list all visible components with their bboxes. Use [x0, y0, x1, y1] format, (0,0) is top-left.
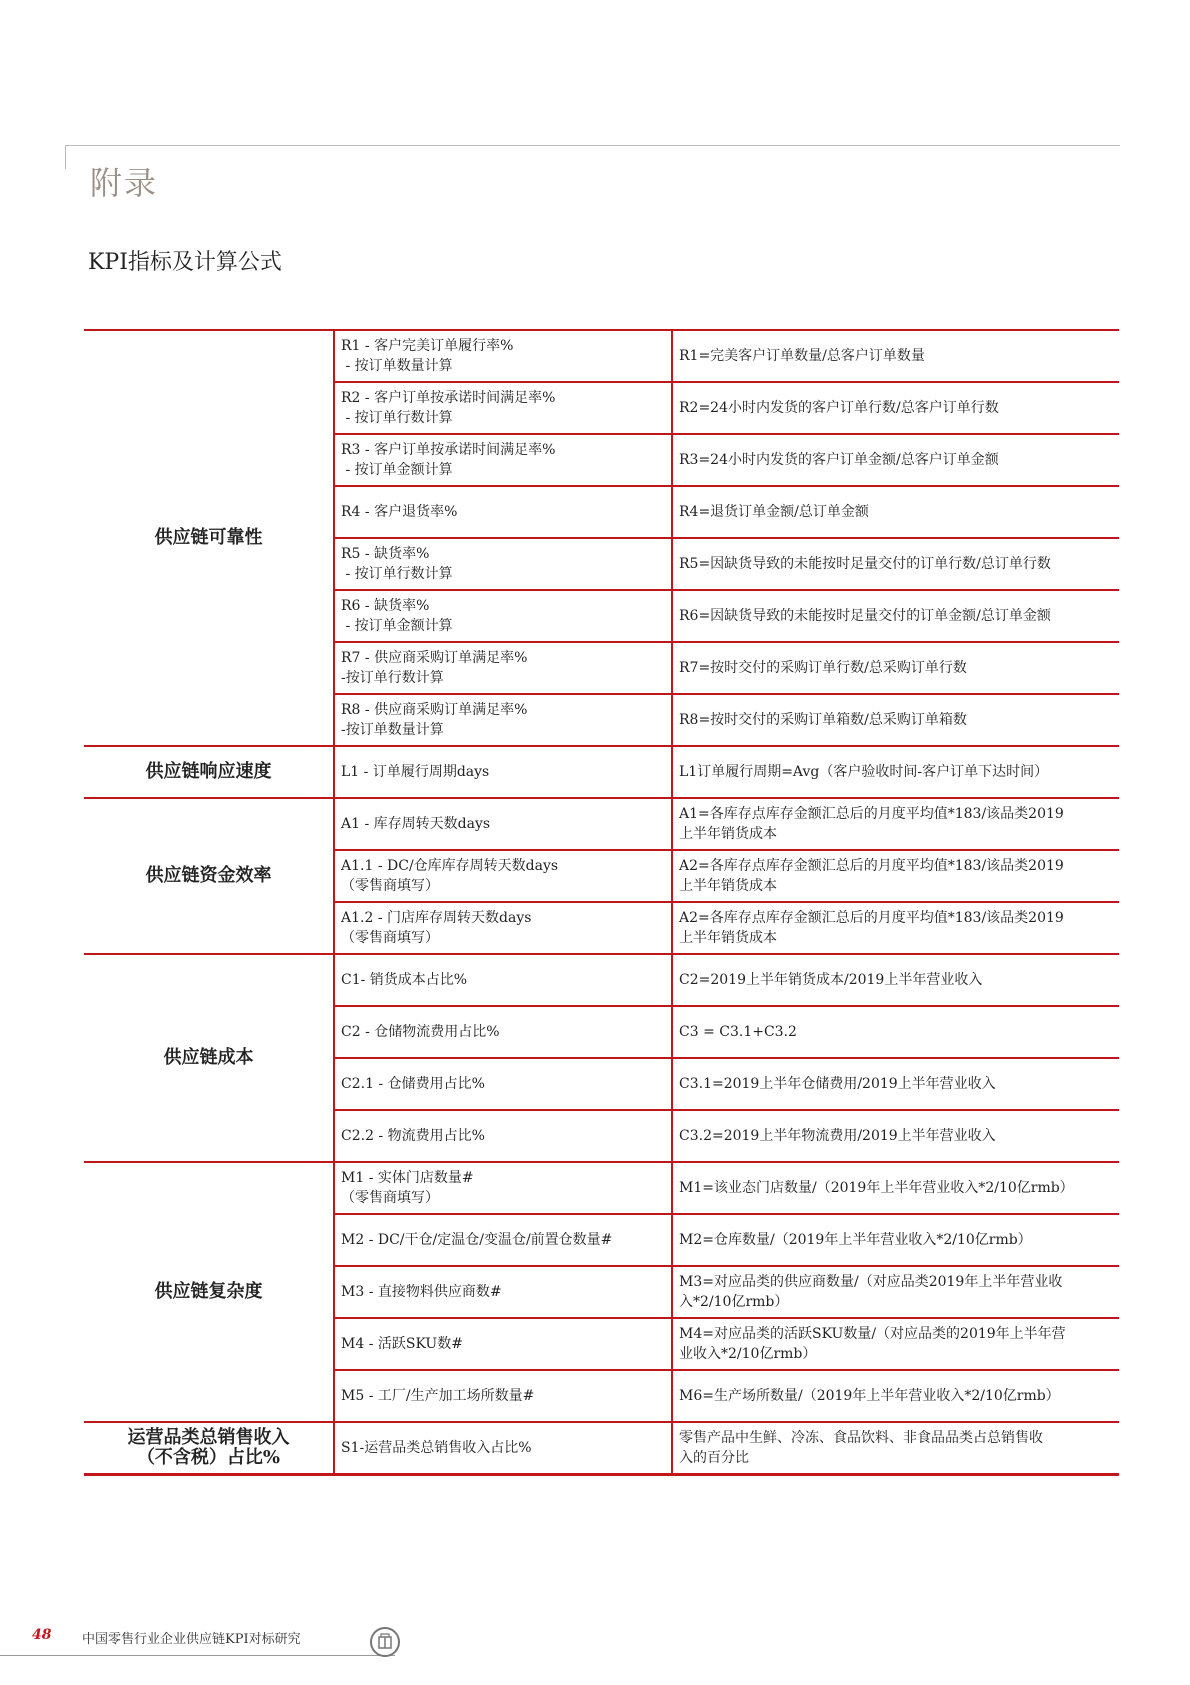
- formula-text-line: M1=该业态门店数量/（2019年上半年营业收入*2/10亿rmb）: [679, 1180, 1074, 1196]
- kpi-cell: [334, 798, 672, 850]
- kpi-label-line: C2.1 - 仓储费用占比%: [341, 1076, 485, 1092]
- table-row: [84, 1422, 1119, 1474]
- formula-text-line: C3.1=2019上半年仓储费用/2019上半年营业收入: [679, 1076, 996, 1092]
- kpi-label-line: - 按订单金额计算: [341, 462, 453, 478]
- kpi-label-line: （零售商填写）: [341, 1190, 439, 1206]
- category-label: 供应链复杂度: [154, 1281, 263, 1302]
- kpi-cell: [334, 746, 672, 798]
- formula-text-line: C3.2=2019上半年物流费用/2019上半年营业收入: [679, 1128, 996, 1144]
- formula-text-line: R5=因缺货导致的未能按时足量交付的订单行数/总订单行数: [679, 556, 1051, 572]
- formula-text-line: M4=对应品类的活跃SKU数量/（对应品类的2019年上半年营: [679, 1326, 1066, 1342]
- kpi-cell: [334, 1162, 672, 1214]
- kpi-label-line: A1 - 库存周转天数days: [341, 816, 491, 832]
- formula-cell: [672, 1162, 1119, 1214]
- category-label: 供应链成本: [163, 1047, 254, 1068]
- page-number: 48: [32, 1627, 52, 1643]
- kpi-label-line: - 按订单行数计算: [341, 410, 453, 426]
- category-label: 供应链响应速度: [145, 761, 272, 782]
- kpi-cell: [334, 954, 672, 1006]
- section-title: 附录: [90, 164, 159, 202]
- kpi-label-line: （零售商填写）: [341, 930, 439, 946]
- category-label: 供应链可靠性: [154, 527, 263, 548]
- kpi-label-line: C2.2 - 物流费用占比%: [341, 1128, 485, 1144]
- kpi-label-line: A1.2 - 门店库存周转天数days: [341, 910, 532, 926]
- kpi-label-line: M1 - 实体门店数量#: [341, 1170, 474, 1186]
- page-subtitle: KPI指标及计算公式: [88, 250, 282, 275]
- kpi-label-line: M3 - 直接物料供应商数#: [341, 1284, 502, 1300]
- kpi-cell: [334, 486, 672, 538]
- kpi-label-line: R8 - 供应商采购订单满足率%: [341, 702, 528, 718]
- formula-text-line: A1=各库存点库存金额汇总后的月度平均值*183/该品类2019: [679, 806, 1064, 822]
- category-cell: [84, 798, 334, 954]
- kpi-label-line: R2 - 客户订单按承诺时间满足率%: [341, 390, 556, 406]
- formula-text-line: 入*2/10亿rmb）: [679, 1294, 789, 1310]
- formula-cell: [672, 642, 1119, 694]
- formula-cell: [672, 1006, 1119, 1058]
- formula-cell: [672, 434, 1119, 486]
- category-cell: [84, 746, 334, 798]
- kpi-cell: [334, 330, 672, 382]
- formula-cell: [672, 746, 1119, 798]
- kpi-cell: [334, 1318, 672, 1370]
- formula-cell: [672, 538, 1119, 590]
- formula-cell: [672, 1318, 1119, 1370]
- formula-cell: [672, 902, 1119, 954]
- table-row: [84, 954, 1119, 1006]
- formula-text-line: R4=退货订单金额/总订单金额: [679, 504, 869, 520]
- kpi-label-line: A1.1 - DC/仓库库存周转天数days: [341, 858, 559, 874]
- table-row: [84, 1162, 1119, 1214]
- formula-text-line: C3 = C3.1+C3.2: [679, 1024, 797, 1040]
- kpi-cell: [334, 694, 672, 746]
- formula-cell: [672, 798, 1119, 850]
- kpi-cell: [334, 1422, 672, 1474]
- report-logo-icon: [370, 1627, 400, 1657]
- header-rule: [65, 145, 1120, 146]
- kpi-cell: [334, 1370, 672, 1422]
- table-row: [84, 330, 1119, 382]
- formula-text-line: 上半年销货成本: [679, 930, 777, 946]
- kpi-label-line: R6 - 缺货率%: [341, 598, 430, 614]
- formula-cell: [672, 1266, 1119, 1318]
- formula-cell: [672, 382, 1119, 434]
- category-cell: [84, 330, 334, 746]
- kpi-label-line: S1-运营品类总销售收入占比%: [341, 1439, 532, 1456]
- kpi-cell: [334, 1266, 672, 1318]
- formula-text-line: 上半年销货成本: [679, 878, 777, 894]
- kpi-table: [84, 329, 1119, 1476]
- formula-text-line: 上半年销货成本: [679, 826, 777, 842]
- kpi-label-line: M5 - 工厂/生产加工场所数量#: [341, 1388, 535, 1404]
- kpi-label-line: M2 - DC/干仓/定温仓/变温仓/前置仓数量#: [341, 1232, 613, 1248]
- formula-text-line: A2=各库存点库存金额汇总后的月度平均值*183/该品类2019: [679, 858, 1064, 874]
- formula-cell: [672, 850, 1119, 902]
- kpi-label-line: - 按订单数量计算: [341, 358, 453, 374]
- formula-text-line: 零售产品中生鲜、冷冻、食品饮料、非食品品类占总销售收: [679, 1429, 1043, 1446]
- kpi-label-line: （零售商填写）: [341, 878, 439, 894]
- formula-cell: [672, 1110, 1119, 1162]
- kpi-label-line: R3 - 客户订单按承诺时间满足率%: [341, 442, 556, 458]
- kpi-label-line: R4 - 客户退货率%: [341, 504, 458, 520]
- kpi-label-line: R1 - 客户完美订单履行率%: [341, 338, 514, 354]
- category-cell: [84, 1422, 334, 1474]
- footer-report-title: 中国零售行业企业供应链KPI对标研究: [82, 1632, 301, 1647]
- kpi-cell: [334, 902, 672, 954]
- formula-text-line: 入的百分比: [679, 1449, 749, 1466]
- formula-cell: [672, 694, 1119, 746]
- kpi-table-body: [84, 330, 1119, 1474]
- kpi-label-line: R5 - 缺货率%: [341, 546, 430, 562]
- formula-cell: [672, 954, 1119, 1006]
- formula-cell: [672, 1370, 1119, 1422]
- kpi-label-line: C1- 销货成本占比%: [341, 972, 468, 988]
- formula-text-line: 业收入*2/10亿rmb）: [679, 1346, 817, 1362]
- category-cell: [84, 954, 334, 1162]
- kpi-label-line: M4 - 活跃SKU数#: [341, 1336, 463, 1352]
- kpi-label-line: C2 - 仓储物流费用占比%: [341, 1024, 500, 1040]
- formula-text-line: R7=按时交付的采购订单行数/总采购订单行数: [679, 660, 967, 676]
- kpi-label-line: -按订单行数计算: [341, 670, 444, 686]
- formula-text-line: M2=仓库数量/（2019年上半年营业收入*2/10亿rmb）: [679, 1232, 1032, 1248]
- header-rule-tick: [65, 145, 66, 169]
- formula-cell: [672, 1422, 1119, 1474]
- kpi-cell: [334, 538, 672, 590]
- category-label-line: （不含税）占比%: [136, 1446, 281, 1468]
- kpi-cell: [334, 382, 672, 434]
- footer-rule: [0, 1655, 395, 1656]
- kpi-cell: [334, 1058, 672, 1110]
- formula-cell: [672, 1058, 1119, 1110]
- kpi-label-line: L1 - 订单履行周期days: [341, 764, 490, 780]
- category-label-line: 运营品类总销售收入: [127, 1426, 290, 1448]
- kpi-cell: [334, 434, 672, 486]
- kpi-cell: [334, 1110, 672, 1162]
- table-row: [84, 746, 1119, 798]
- formula-cell: [672, 486, 1119, 538]
- kpi-label-line: -按订单数量计算: [341, 722, 444, 738]
- formula-text-line: R3=24小时内发货的客户订单金额/总客户订单金额: [679, 452, 999, 468]
- formula-cell: [672, 1214, 1119, 1266]
- formula-text-line: A2=各库存点库存金额汇总后的月度平均值*183/该品类2019: [679, 910, 1064, 926]
- kpi-label-line: - 按订单金额计算: [341, 618, 453, 634]
- kpi-cell: [334, 1214, 672, 1266]
- kpi-cell: [334, 642, 672, 694]
- formula-cell: [672, 330, 1119, 382]
- formula-text-line: L1订单履行周期=Avg（客户验收时间-客户订单下达时间）: [679, 764, 1049, 780]
- kpi-label-line: - 按订单行数计算: [341, 566, 453, 582]
- table-row: [84, 798, 1119, 850]
- category-cell: [84, 1162, 334, 1422]
- kpi-cell: [334, 590, 672, 642]
- kpi-cell: [334, 1006, 672, 1058]
- formula-text-line: R1=完美客户订单数量/总客户订单数量: [679, 348, 925, 364]
- category-label: 供应链资金效率: [145, 865, 272, 886]
- formula-text-line: M6=生产场所数量/（2019年上半年营业收入*2/10亿rmb）: [679, 1388, 1060, 1404]
- formula-cell: [672, 590, 1119, 642]
- formula-text-line: C2=2019上半年销货成本/2019上半年营业收入: [679, 972, 983, 988]
- formula-text-line: M3=对应品类的供应商数量/（对应品类2019年上半年营业收: [679, 1274, 1063, 1290]
- formula-text-line: R6=因缺货导致的未能按时足量交付的订单金额/总订单金额: [679, 608, 1051, 624]
- kpi-cell: [334, 850, 672, 902]
- formula-text-line: R2=24小时内发货的客户订单行数/总客户订单行数: [679, 400, 999, 416]
- kpi-label-line: R7 - 供应商采购订单满足率%: [341, 650, 528, 666]
- formula-text-line: R8=按时交付的采购订单箱数/总采购订单箱数: [679, 712, 967, 728]
